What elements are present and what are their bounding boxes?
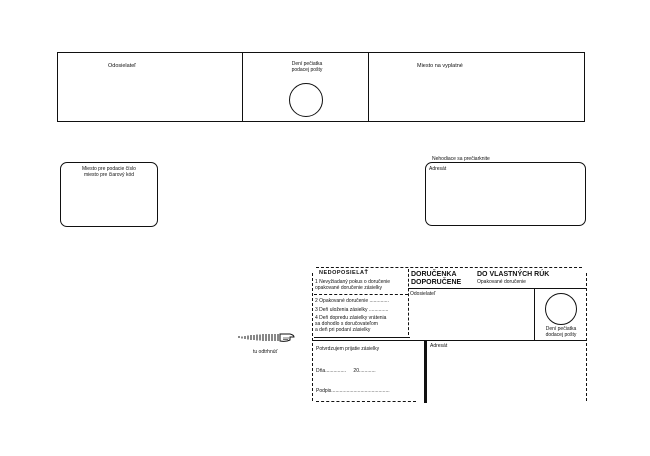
nedoposielat-item: a deň pri podaní zásielky [315, 327, 371, 333]
nedoposielat-item: sa dohodlo s doručovateľom [315, 321, 378, 327]
slip-stamp-circle [545, 293, 577, 325]
nedoposielat-item: 2 Opakované doručenie .............. [315, 298, 389, 304]
right-box-heading: Nehodiace sa prečiarknite [432, 156, 490, 162]
nedoposielat-item: opakované doručenie zásielky [315, 285, 382, 291]
signature-field: Podpis.......................................... [316, 388, 390, 394]
tear-here-label: tu odtrhnúť [253, 349, 278, 355]
confirm-label: Potvrdzujem prijatie zásielky [316, 346, 380, 352]
barcode-box-line2: miesto pre čiarový kód [83, 172, 135, 178]
nedoposielat-item: 4 Deň dopredu zásielky vrátenia [315, 315, 387, 321]
tear-here-arrow [236, 331, 296, 343]
slip-title-left: DORUČENKA DOPORUČENE [411, 271, 462, 286]
slip-title-right: DO VLASTNÝCH RÚK Opakované doručenie [477, 271, 550, 285]
address-box [425, 162, 586, 226]
nedoposielat-item: 1 Nevyžiadaný pokus o doručenie [315, 279, 391, 285]
return-receipt-slip [312, 267, 586, 405]
barcode-box [60, 162, 158, 227]
post-stamp-label: Dení pečiatka podacej pošty [291, 61, 323, 73]
payment-label: Miesto na vyplatné [417, 63, 463, 69]
divider [242, 53, 243, 121]
top-form-band [57, 52, 585, 122]
sender-label: Odosielateľ [108, 63, 136, 69]
pointing-hand-icon [236, 332, 296, 344]
stamp-circle [289, 83, 323, 117]
slip-stamp-label: Dení pečiatka dodacej pošty [545, 326, 577, 338]
barcode-box-line1: Miesto pre podacie číslo [82, 166, 136, 172]
nedoposielat-title: NEDOPOSIELAŤ [319, 270, 369, 276]
slip-sender-label: Odosielateľ [410, 291, 436, 297]
address-label: Adresát [429, 166, 447, 172]
nedoposielat-panel [314, 269, 408, 336]
divider [368, 53, 369, 121]
slip-recipient-label: Adresát [430, 343, 448, 349]
nedoposielat-item: 3 Deň uloženia zásielky .............. [315, 307, 389, 313]
day-field: Dňa............... 20............ [316, 368, 376, 374]
